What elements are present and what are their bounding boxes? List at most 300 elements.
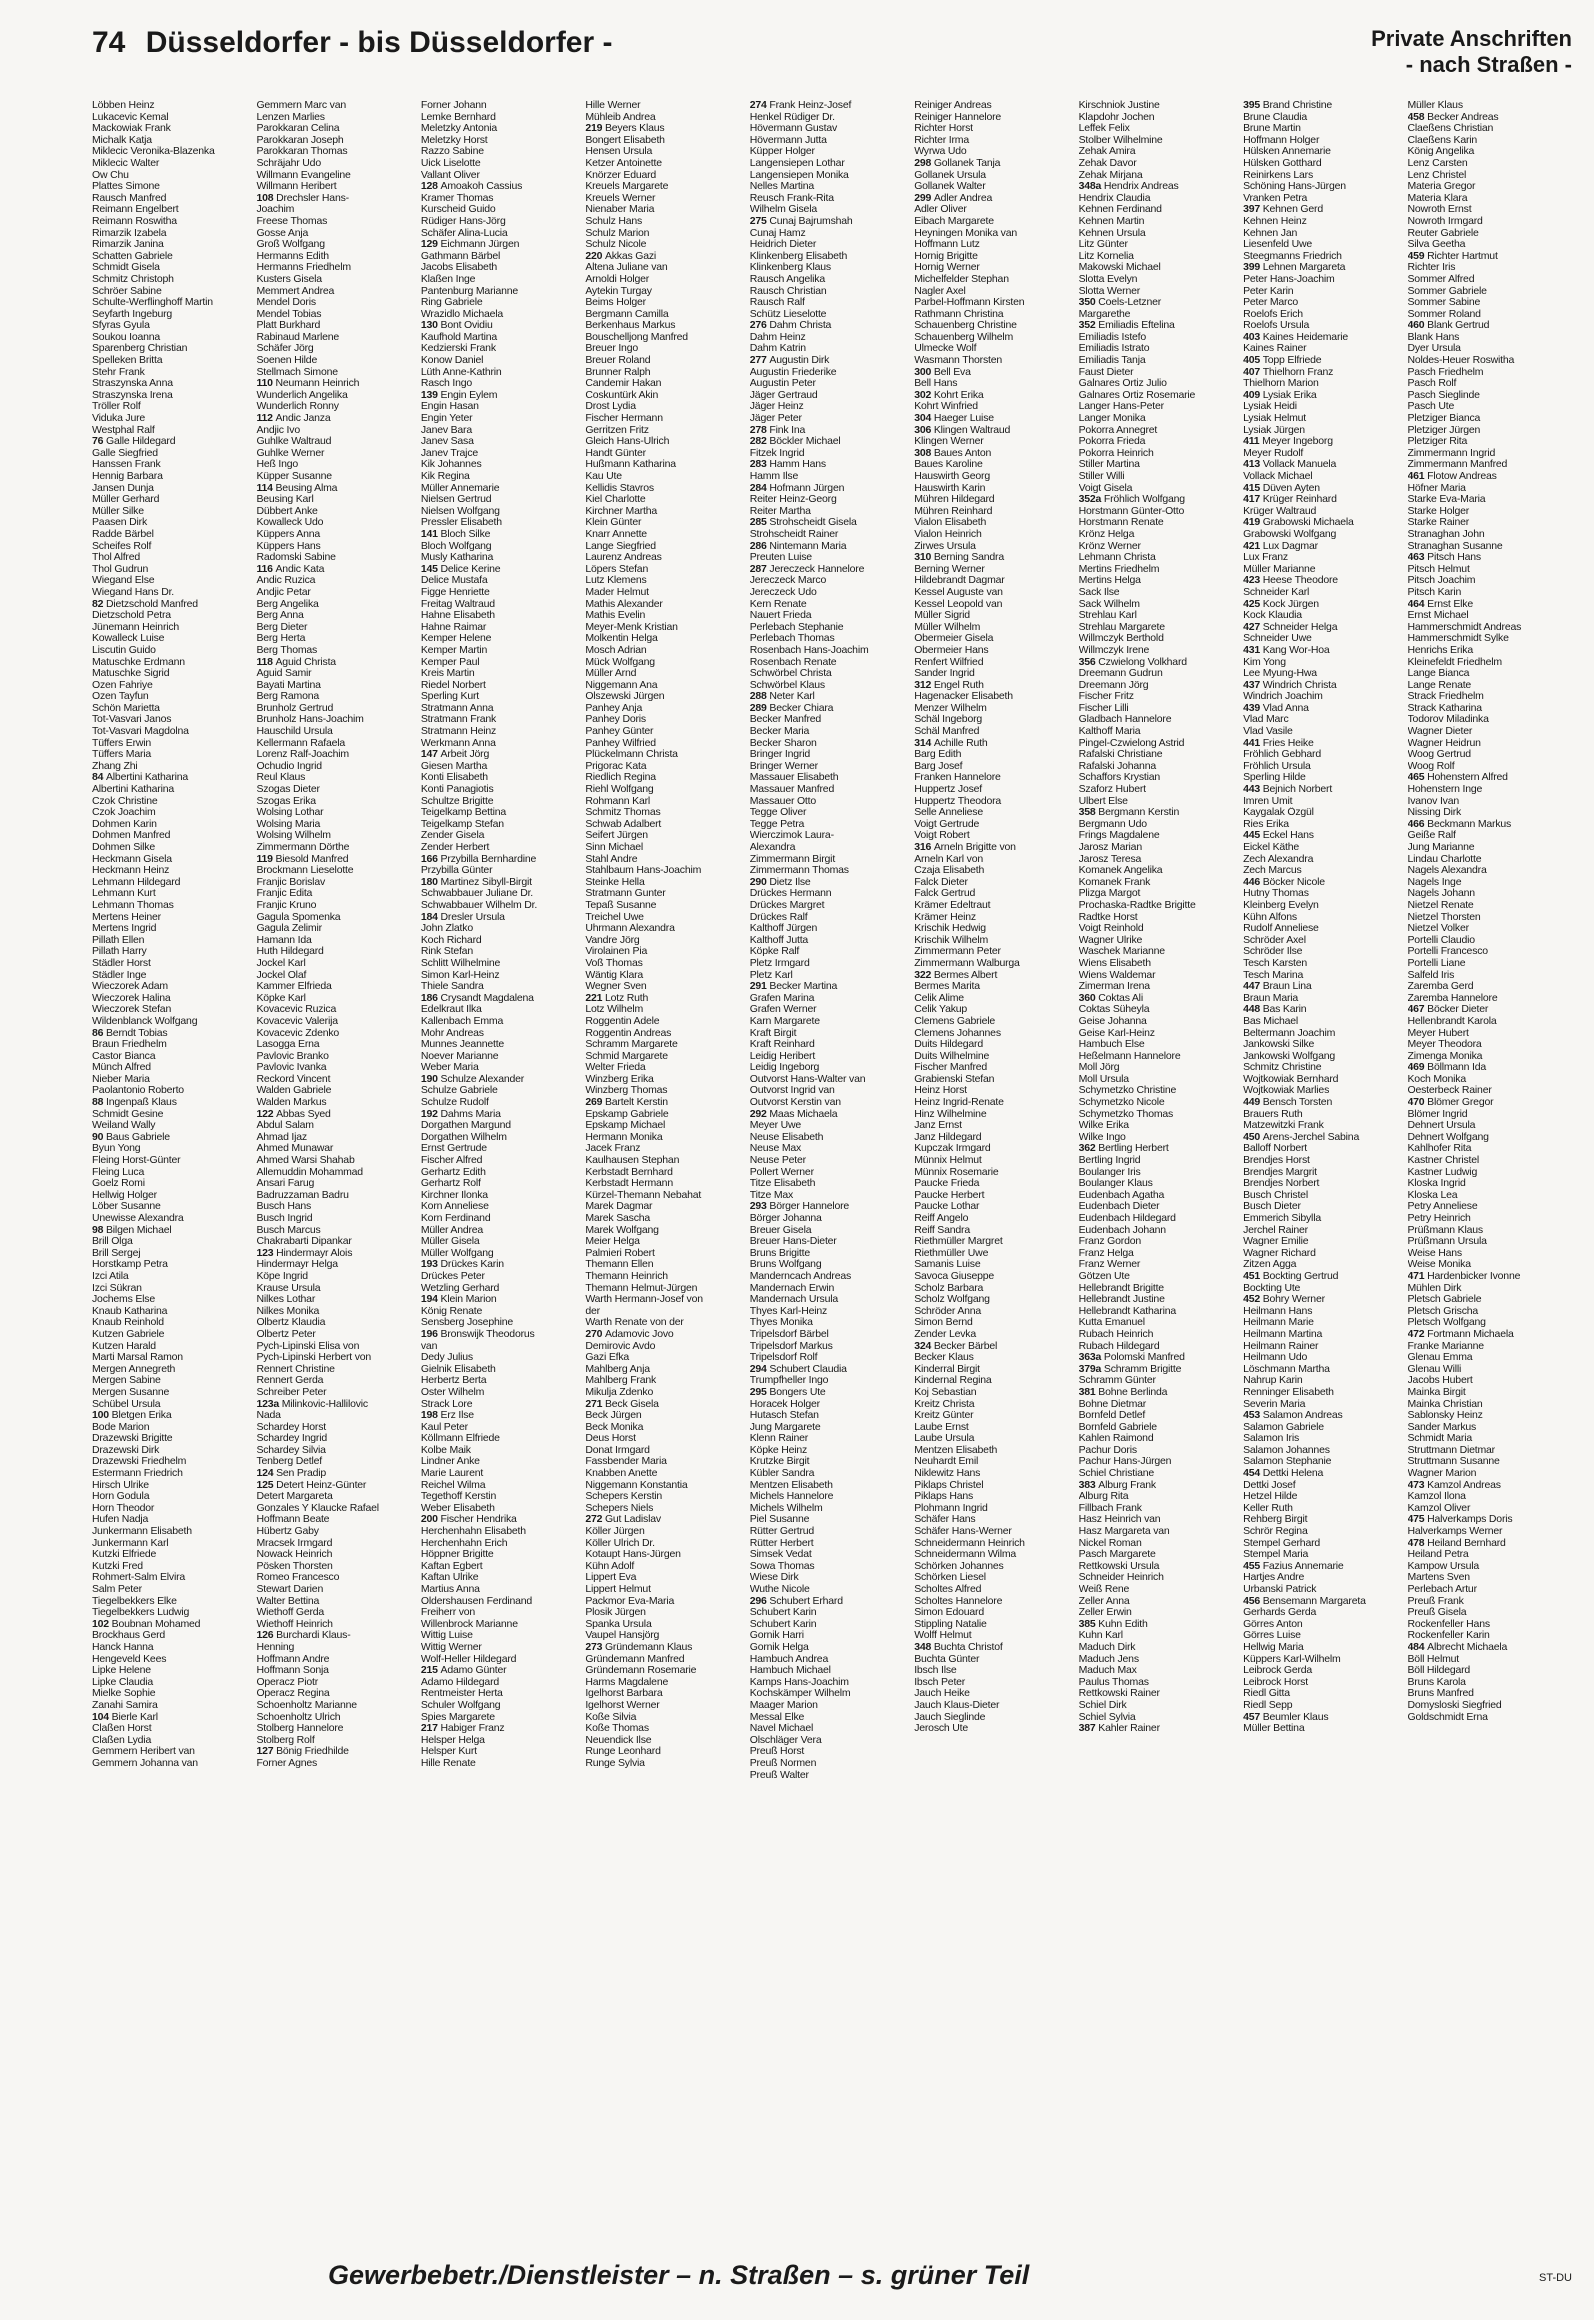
- directory-entry: Uhrmann Alexandra: [585, 923, 675, 935]
- directory-entry: Prüßmann Ursula: [1407, 1236, 1487, 1248]
- directory-entry: 443 Bejnich Norbert: [1243, 784, 1333, 796]
- directory-entry: Münch Alfred: [92, 1062, 151, 1074]
- directory-entry: Mielke Sophie: [92, 1688, 156, 1700]
- directory-entry: Kübler Sandra: [749, 1468, 815, 1480]
- directory-entry: Sablonsky Heinz: [1407, 1410, 1483, 1422]
- directory-entry: Langer Monika: [1078, 413, 1146, 425]
- directory-entry: Fitzek Ingrid: [749, 447, 805, 459]
- directory-entry: 82 Dietzschold Manfred: [92, 598, 198, 610]
- directory-entry: Gleich Hans-Ulrich: [585, 436, 670, 448]
- directory-entry: Nagels Alexandra: [1407, 865, 1487, 877]
- directory-entry: Pletsch Grischa: [1407, 1305, 1479, 1317]
- directory-entry: Klinkenberg Elisabeth: [749, 250, 848, 262]
- directory-entry: Engin Hasan: [420, 401, 479, 413]
- directory-entry: 292 Maas Michaela: [749, 1108, 838, 1120]
- directory-entry: Zender Herbert: [420, 842, 490, 853]
- directory-entry: Beusing Karl: [256, 494, 314, 506]
- directory-entry: 285 Strohscheidt Gisela: [749, 517, 857, 529]
- directory-entry: Riehl Wolfgang: [585, 784, 654, 796]
- directory-entry: Dorgathen Margund: [420, 1120, 511, 1132]
- directory-entry: Neuse Peter: [749, 1155, 806, 1167]
- directory-entry: Kutzen Harald: [92, 1340, 156, 1352]
- directory-entry: Steinke Hella: [585, 876, 645, 888]
- directory-entry: Stolberg Hannelore: [256, 1723, 344, 1735]
- directory-entry: Straszynska Anna: [92, 378, 173, 390]
- directory-entry: Klingen Werner: [914, 436, 984, 448]
- directory-entry: Kalthoff Jutta: [749, 934, 809, 946]
- directory-entry: Themann Helmut-Jürgen: [585, 1282, 698, 1294]
- directory-entry: Roggentin Adele: [585, 1015, 660, 1027]
- directory-entry: Lysiak Helmut: [1243, 413, 1307, 425]
- directory-entry: Lipke Helene: [92, 1665, 151, 1677]
- directory-entry: 90 Baus Gabriele: [92, 1131, 170, 1143]
- directory-entry: 215 Adamo Günter: [420, 1665, 507, 1677]
- directory-entry: Fischer Fritz: [1078, 691, 1134, 703]
- directory-entry: Schröder Anna: [914, 1305, 982, 1317]
- directory-entry: Tripelsdorf Bärbel: [749, 1328, 829, 1340]
- directory-entry: Krause Ursula: [256, 1282, 321, 1294]
- directory-entry: Münnix Rosemarie: [914, 1166, 999, 1178]
- section-subtitle: - nach Straßen -: [1405, 52, 1572, 77]
- directory-entry: Alburg Rita: [1078, 1491, 1129, 1503]
- directory-entry: Forner Johann: [420, 100, 487, 111]
- directory-entry: 314 Achille Ruth: [914, 737, 988, 749]
- directory-entry: Salamon Johannes: [1243, 1444, 1330, 1456]
- directory-entry: Spelleken Britta: [92, 355, 163, 367]
- directory-entry: Wierczimok Laura-: [749, 830, 834, 842]
- directory-entry: Langer Hans-Peter: [1078, 401, 1164, 413]
- directory-entry: Pletziger Rita: [1407, 436, 1468, 448]
- directory-entry: Heiland Petra: [1407, 1549, 1469, 1561]
- directory-entry: Kamzol Oliver: [1407, 1502, 1471, 1514]
- directory-entry: Jauch Klaus-Dieter: [914, 1699, 1000, 1711]
- directory-entry: Horn Theodor: [92, 1502, 155, 1514]
- directory-entry: Köpke Ralf: [749, 946, 800, 958]
- directory-entry: 316 Arneln Brigitte von: [914, 842, 1016, 853]
- directory-entry: Kreis Martin: [420, 668, 475, 680]
- directory-entry: Kellermann Rafaela: [256, 737, 346, 749]
- directory-entry: Rütter Gertrud: [749, 1526, 815, 1538]
- directory-entry: Tesch Marina: [1243, 969, 1304, 981]
- directory-entry: Wittig Werner: [420, 1641, 482, 1653]
- directory-entry: Wolsing Maria: [256, 818, 321, 830]
- directory-entry: Teigelkamp Bettina: [420, 807, 506, 819]
- directory-entry: Gemmern Johanna van: [92, 1757, 198, 1769]
- directory-entry: Beck Jürgen: [585, 1410, 642, 1422]
- directory-entry: Heinz Horst: [914, 1085, 967, 1097]
- directory-column: [1408, 100, 1572, 2240]
- directory-entry: Kemper Martin: [420, 644, 488, 656]
- directory-entry: Galnares Ortiz Julio: [1078, 378, 1167, 390]
- directory-entry: Gerhartz Edith: [420, 1166, 486, 1178]
- directory-entry: 466 Beckmann Markus: [1407, 818, 1512, 830]
- directory-entry: Kotaupt Hans-Jürgen: [585, 1549, 681, 1561]
- directory-entry: Renfert Wilfried: [914, 656, 984, 668]
- directory-entry: Titze Elisabeth: [749, 1178, 816, 1190]
- directory-entry: Sensberg Josephine: [420, 1317, 514, 1329]
- directory-entry: Epskamp Michael: [585, 1120, 666, 1132]
- directory-entry: Löschmann Martha: [1243, 1363, 1330, 1375]
- directory-entry: Kaulhausen Stephan: [585, 1155, 680, 1167]
- directory-entry: Massauer Manfred: [749, 784, 835, 796]
- directory-entry: 350 Coels-Letzner: [1078, 297, 1162, 309]
- directory-entry: Mertens Ingrid: [92, 923, 157, 935]
- directory-entry: Schneider Uwe: [1243, 633, 1312, 645]
- directory-entry: Riedl Sepp: [1243, 1699, 1293, 1711]
- directory-entry: Vlad Vasile: [1243, 726, 1293, 738]
- directory-entry: Schulze Rudolf: [420, 1097, 489, 1109]
- directory-entry: Wilke Erika: [1078, 1120, 1129, 1132]
- directory-entry: Schneidermann Heinrich: [914, 1537, 1025, 1549]
- directory-entry: 145 Delice Kerine: [420, 563, 501, 575]
- directory-entry: Bruns Manfred: [1407, 1688, 1474, 1700]
- directory-entry: Reiter Heinz-Georg: [749, 494, 837, 506]
- directory-entry: Baues Karoline: [914, 459, 983, 471]
- directory-entry: John Zlatko: [420, 923, 473, 935]
- directory-entry: Gonzales Y Klaucke Rafael: [256, 1502, 379, 1514]
- directory-entry: Schuler Wolfgang: [420, 1699, 501, 1711]
- directory-entry: Schmidt Gisela: [92, 262, 160, 274]
- directory-entry: Vranken Petra: [1243, 192, 1308, 204]
- directory-entry: Barg Edith: [914, 749, 962, 761]
- directory-entry: 381 Bohne Berlinda: [1078, 1386, 1168, 1398]
- directory-entry: Salfeld Iris: [1407, 969, 1455, 981]
- directory-entry: Nietzel Volker: [1407, 923, 1469, 935]
- directory-entry: Stratmann Gunter: [585, 888, 666, 900]
- directory-entry: Struttmann Dietmar: [1407, 1444, 1495, 1456]
- directory-entry: Klaßen Inge: [420, 273, 476, 285]
- directory-entry: 270 Adamovic Jovo: [585, 1328, 674, 1340]
- directory-entry: Klenn Rainer: [749, 1433, 809, 1445]
- directory-entry: 387 Kahler Rainer: [1078, 1723, 1160, 1735]
- directory-entry: Kaygalak Özgül: [1243, 807, 1314, 819]
- directory-entry: Langensiepen Monika: [749, 169, 849, 181]
- directory-entry: Windrich Joachim: [1243, 691, 1323, 703]
- directory-entry: Geise Karl-Heinz: [1078, 1027, 1155, 1039]
- directory-entry: Brockmann Lieselotte: [256, 865, 354, 877]
- directory-entry: Domysloski Siegfried: [1407, 1699, 1502, 1711]
- directory-entry: Forner Agnes: [256, 1757, 318, 1769]
- directory-entry: Stehr Frank: [92, 366, 145, 378]
- directory-entry: Görres Luise: [1243, 1630, 1301, 1642]
- directory-entry: Hanssen Frank: [92, 459, 161, 471]
- directory-entry: Kamps Hans-Joachim: [749, 1676, 849, 1688]
- directory-entry: Starke Eva-Maria: [1407, 494, 1486, 506]
- directory-entry: Reichel Wilma: [420, 1479, 486, 1491]
- directory-entry: Stolber Wilhelmine: [1078, 134, 1163, 146]
- directory-entry: Neuhardt Emil: [914, 1456, 979, 1468]
- directory-entry: Nagels Inge: [1407, 876, 1462, 888]
- directory-entry: Fassbender Maria: [585, 1456, 667, 1468]
- directory-entry: Lenz Christel: [1407, 169, 1467, 181]
- directory-entry: Wieczorek Stefan: [92, 1004, 172, 1016]
- directory-entry: Busch Dieter: [1243, 1201, 1301, 1213]
- directory-entry: Voigt Reinhold: [1078, 923, 1144, 935]
- directory-entry: Fleing Horst-Günter: [92, 1155, 181, 1167]
- directory-entry: Kowalleck Luise: [92, 633, 165, 645]
- directory-entry: Oesterbeck Rainer: [1407, 1085, 1492, 1097]
- directory-entry: Lukacevic Kemal: [92, 111, 169, 123]
- directory-entry: Zender Gisela: [420, 830, 485, 842]
- directory-entry: Palmieri Robert: [585, 1247, 655, 1259]
- directory-entry: Mendel Doris: [256, 297, 316, 309]
- directory-entry: Emiliadis Istefo: [1078, 331, 1147, 343]
- directory-entry: Kallenbach Emma: [420, 1015, 504, 1027]
- directory-entry: Klapdohr Jochen: [1078, 111, 1155, 123]
- directory-entry: Dübbert Anke: [256, 505, 318, 517]
- directory-entry: Schauenberg Wilhelm: [914, 331, 1014, 343]
- directory-entry: Horn Godula: [92, 1491, 150, 1503]
- directory-entry: König Renate: [420, 1305, 483, 1317]
- directory-entry: Imren Umit: [1243, 795, 1293, 807]
- directory-entry: Schröder Axel: [1243, 934, 1306, 946]
- directory-entry: Noldes-Heuer Roswitha: [1407, 355, 1515, 367]
- directory-entry: Adler Oliver: [914, 204, 967, 216]
- directory-entry: Lüth Anne-Kathrin: [420, 366, 502, 378]
- directory-entry: Wieczorek Halina: [92, 992, 171, 1004]
- directory-entry: Mackowiak Frank: [92, 123, 171, 135]
- directory-entry: Schwab Adalbert: [585, 818, 662, 830]
- directory-entry: Ulmecke Wolf: [914, 343, 977, 355]
- directory-entry: Izci Sükran: [92, 1282, 142, 1294]
- directory-entry: Lippert Helmut: [585, 1584, 651, 1595]
- directory-entry: 193 Drückes Karin: [420, 1259, 504, 1271]
- directory-entry: Berg Herta: [256, 633, 306, 645]
- directory-entry: Hahne Elisabeth: [420, 610, 495, 622]
- directory-entry: Wiegand Else: [92, 575, 155, 587]
- directory-entry: Lorenz Ralf-Joachim: [256, 749, 349, 761]
- directory-entry: Knaub Reinhold: [92, 1317, 164, 1329]
- directory-entry: Hutasch Stefan: [749, 1410, 819, 1422]
- directory-entry: Voigt Robert: [914, 830, 970, 842]
- directory-entry: Henrichs Erika: [1407, 644, 1473, 656]
- directory-entry: Fischer Lilli: [1078, 702, 1129, 714]
- directory-entry: Neuendick Ilse: [585, 1734, 652, 1746]
- directory-entry: Vlad Marc: [1243, 714, 1289, 726]
- directory-entry: Pantenburg Marianne: [420, 285, 519, 297]
- directory-column: [750, 100, 914, 2240]
- directory-entry: 276 Dahm Christa: [749, 320, 832, 332]
- directory-entry: Breuer Ingo: [585, 343, 638, 355]
- directory-entry: Zanahi Samira: [92, 1699, 158, 1711]
- directory-entry: Schulz Marion: [585, 227, 650, 239]
- directory-entry: Müller Wolfgang: [420, 1247, 494, 1259]
- directory-column: [585, 100, 749, 2240]
- directory-entry: Kurscheid Guido: [420, 204, 496, 216]
- directory-entry: Küppers Karl-Wilhelm: [1243, 1653, 1341, 1665]
- directory-entry: Busch Ingrid: [256, 1213, 313, 1224]
- directory-entry: Schön Marietta: [92, 702, 160, 714]
- directory-entry: Noever Marianne: [420, 1050, 499, 1062]
- directory-entry: Voigt Gisela: [1078, 482, 1133, 494]
- directory-entry: Huppertz Theodora: [914, 795, 1002, 807]
- directory-entry: Drazewski Dirk: [92, 1444, 160, 1456]
- directory-entry: Hellebrandt Katharina: [1078, 1305, 1176, 1317]
- directory-entry: Sparenberg Christian: [92, 343, 188, 355]
- directory-entry: Hambuch Andrea: [749, 1653, 829, 1665]
- directory-entry: Dedy Julius: [420, 1352, 473, 1364]
- directory-entry: Pletziger Jürgen: [1407, 424, 1481, 436]
- directory-entry: Kerbstadt Hermann: [585, 1178, 673, 1190]
- directory-entry: Grafen Marina: [749, 992, 815, 1004]
- directory-entry: Schramm Margarete: [585, 1039, 678, 1051]
- directory-entry: Mühleib Andrea: [585, 111, 656, 123]
- directory-entry: Messal Elke: [749, 1711, 805, 1723]
- directory-entry: Knörzer Eduard: [585, 169, 657, 181]
- directory-entry: Kedzierski Frank: [420, 343, 496, 355]
- directory-entry: Alexandra: [749, 842, 796, 853]
- directory-entry: 379a Schramm Brigitte: [1078, 1363, 1182, 1375]
- directory-entry: Hülsken Gotthard: [1243, 157, 1322, 169]
- directory-entry: Kemper Paul: [420, 656, 480, 668]
- directory-entry: Zehak Amira: [1078, 146, 1136, 158]
- directory-entry: 200 Fischer Hendrika: [420, 1514, 517, 1526]
- directory-entry: Kühn Alfons: [1243, 911, 1297, 923]
- directory-entry: Tenberg Detlef: [256, 1456, 322, 1468]
- directory-entry: Laurenz Andreas: [585, 552, 662, 564]
- directory-entry: Schardey Silvia: [256, 1444, 326, 1456]
- directory-entry: Hensen Ursula: [585, 146, 653, 158]
- directory-entry: Henkel Rüdiger Dr.: [749, 111, 835, 123]
- directory-entry: Rasch Ingo: [420, 378, 472, 390]
- directory-entry: Roelofs Ursula: [1243, 320, 1310, 332]
- directory-entry: Schoenholtz Ulrich: [256, 1711, 341, 1723]
- directory-entry: Litz Kornelia: [1078, 250, 1134, 262]
- directory-entry: Kuhn Karl: [1078, 1630, 1123, 1642]
- directory-entry: Wiens Waldemar: [1078, 969, 1156, 981]
- directory-entry: Glenau Emma: [1407, 1352, 1473, 1364]
- directory-entry: Krämer Edeltraut: [914, 899, 991, 911]
- directory-entry: Tesch Karsten: [1243, 957, 1307, 969]
- directory-entry: Stempel Gerhard: [1243, 1537, 1321, 1549]
- directory-entry: Waschek Marianne: [1078, 946, 1165, 958]
- directory-entry: Weiß Rene: [1078, 1584, 1130, 1595]
- directory-entry: Schulz Hans: [585, 215, 643, 227]
- directory-entry: Castor Bianca: [92, 1050, 156, 1062]
- directory-entry: 427 Schneider Helga: [1243, 621, 1338, 633]
- directory-entry: 383 Alburg Frank: [1078, 1479, 1156, 1491]
- directory-entry: Lee Myung-Hwa: [1243, 668, 1317, 680]
- directory-entry: Schäfer Alina-Lucia: [420, 227, 508, 239]
- directory-entry: Igelhorst Werner: [585, 1699, 660, 1711]
- directory-entry: Helsper Kurt: [420, 1746, 477, 1758]
- directory-entry: 104 Bierle Karl: [92, 1711, 158, 1723]
- directory-entry: 296 Schubert Erhard: [749, 1595, 843, 1607]
- directory-entry: Hanck Hanna: [92, 1641, 154, 1653]
- directory-entry: Nowack Heinrich: [256, 1549, 333, 1561]
- directory-entry: Leibrock Horst: [1243, 1676, 1308, 1688]
- directory-entry: Bell Hans: [914, 378, 958, 390]
- directory-entry: 127 Bönig Friedhilde: [256, 1746, 349, 1758]
- directory-entry: Horstmann Renate: [1078, 517, 1164, 529]
- directory-entry: Coktas Süheyla: [1078, 1004, 1150, 1016]
- directory-entry: 324 Becker Bärbel: [914, 1340, 998, 1352]
- directory-entry: Küpper Susanne: [256, 471, 332, 482]
- directory-entry: Olbertz Peter: [256, 1328, 316, 1340]
- directory-entry: Ernst Gertrude: [420, 1143, 487, 1155]
- directory-entry: Löbben Heinz: [92, 100, 155, 111]
- directory-entry: Hoffmann Holger: [1243, 134, 1320, 146]
- directory-entry: Kreitz Günter: [914, 1410, 974, 1422]
- directory-entry: Westphal Ralf: [92, 424, 155, 436]
- directory-entry: Zimmermann Dörthe: [256, 842, 350, 853]
- directory-entry: Küppers Hans: [256, 540, 321, 552]
- directory-entry: Dohmen Silke: [92, 842, 155, 853]
- directory-entry: Matzewitzki Frank: [1243, 1120, 1324, 1132]
- directory-entry: Menzer Wilhelm: [914, 702, 987, 714]
- directory-entry: Stellmach Simone: [256, 366, 338, 378]
- directory-entry: Drückes Margret: [749, 899, 825, 911]
- directory-entry: Pasch Sieglinde: [1407, 389, 1480, 401]
- directory-entry: Müller Gerhard: [92, 494, 160, 506]
- directory-entry: Rosenbach Renate: [749, 656, 837, 668]
- directory-entry: Wolff Helmut: [914, 1630, 972, 1642]
- directory-entry: 441 Fries Heike: [1243, 737, 1314, 749]
- directory-entry: Wyrwa Udo: [914, 146, 967, 158]
- directory-entry: Perlebach Thomas: [749, 633, 835, 645]
- directory-entry: 458 Becker Andreas: [1407, 111, 1499, 123]
- directory-entry: 448 Bas Karin: [1243, 1004, 1307, 1016]
- directory-entry: 362 Bertling Herbert: [1078, 1143, 1169, 1155]
- directory-entry: Kik Johannes: [420, 459, 482, 471]
- directory-entry: Fleing Luca: [92, 1166, 145, 1178]
- directory-entry: Bringer Ingrid: [749, 749, 810, 761]
- directory-entry: Lenzen Marlies: [256, 111, 325, 123]
- directory-entry: Seyfarth Ingeburg: [92, 308, 173, 320]
- directory-entry: Hasz Margareta van: [1078, 1526, 1170, 1538]
- directory-entry: Jung Margarete: [749, 1421, 821, 1433]
- directory-entry: Rimarzik Izabela: [92, 227, 167, 239]
- directory-entry: 290 Dietz Ilse: [749, 876, 811, 888]
- directory-entry: Steegmanns Friedrich: [1243, 250, 1342, 262]
- directory-entry: Krischik Hedwig: [914, 923, 986, 935]
- directory-entry: 463 Pitsch Hans: [1407, 552, 1481, 564]
- directory-entry: Hasz Heinrich van: [1078, 1514, 1161, 1526]
- directory-entry: Schymetzko Thomas: [1078, 1108, 1174, 1120]
- directory-entry: 409 Lysiak Erika: [1243, 389, 1317, 401]
- directory-entry: Gagula Spomenka: [256, 911, 341, 923]
- directory-entry: Rafalski Johanna: [1078, 760, 1156, 772]
- directory-entry: Pitsch Helmut: [1407, 563, 1470, 575]
- directory-entry: Silva Geetha: [1407, 239, 1466, 251]
- directory-entry: 455 Fazius Annemarie: [1243, 1560, 1344, 1572]
- directory-entry: Wolsing Lothar: [256, 807, 324, 819]
- directory-entry: Schatten Gabriele: [92, 250, 173, 262]
- directory-entry: Ulbert Else: [1078, 795, 1128, 807]
- directory-entry: Kessel Leopold van: [914, 598, 1003, 610]
- directory-entry: Dreemann Gudrun: [1078, 668, 1163, 680]
- directory-entry: Badruzzaman Badru: [256, 1189, 349, 1201]
- directory-entry: Wrazidlo Michaela: [420, 308, 504, 320]
- directory-entry: Langensiepen Lothar: [749, 157, 845, 169]
- directory-entry: Mentzen Elisabeth: [914, 1444, 998, 1456]
- directory-entry: 312 Engel Ruth: [914, 679, 984, 691]
- directory-entry: Maduch Max: [1078, 1665, 1137, 1677]
- directory-entry: Lehmann Kurt: [92, 888, 156, 900]
- directory-entry: Thol Alfred: [92, 552, 140, 564]
- directory-entry: Kovacevic Zdenko: [256, 1027, 340, 1039]
- directory-entry: Leidig Heribert: [749, 1050, 816, 1062]
- directory-entry: Hauswirth Karin: [914, 482, 986, 494]
- directory-entry: Sperling Kurt: [420, 691, 479, 703]
- directory-entry: Hinz Wilhelmine: [914, 1108, 987, 1120]
- directory-entry: Ahmed Munawar: [256, 1143, 334, 1155]
- directory-entry: 300 Bell Eva: [914, 366, 971, 378]
- directory-entry: 129 Eichmann Jürgen: [420, 239, 520, 251]
- directory-entry: Jarosz Marian: [1078, 842, 1142, 853]
- directory-entry: Jauch Heike: [914, 1688, 970, 1700]
- page-header-left: [92, 26, 613, 60]
